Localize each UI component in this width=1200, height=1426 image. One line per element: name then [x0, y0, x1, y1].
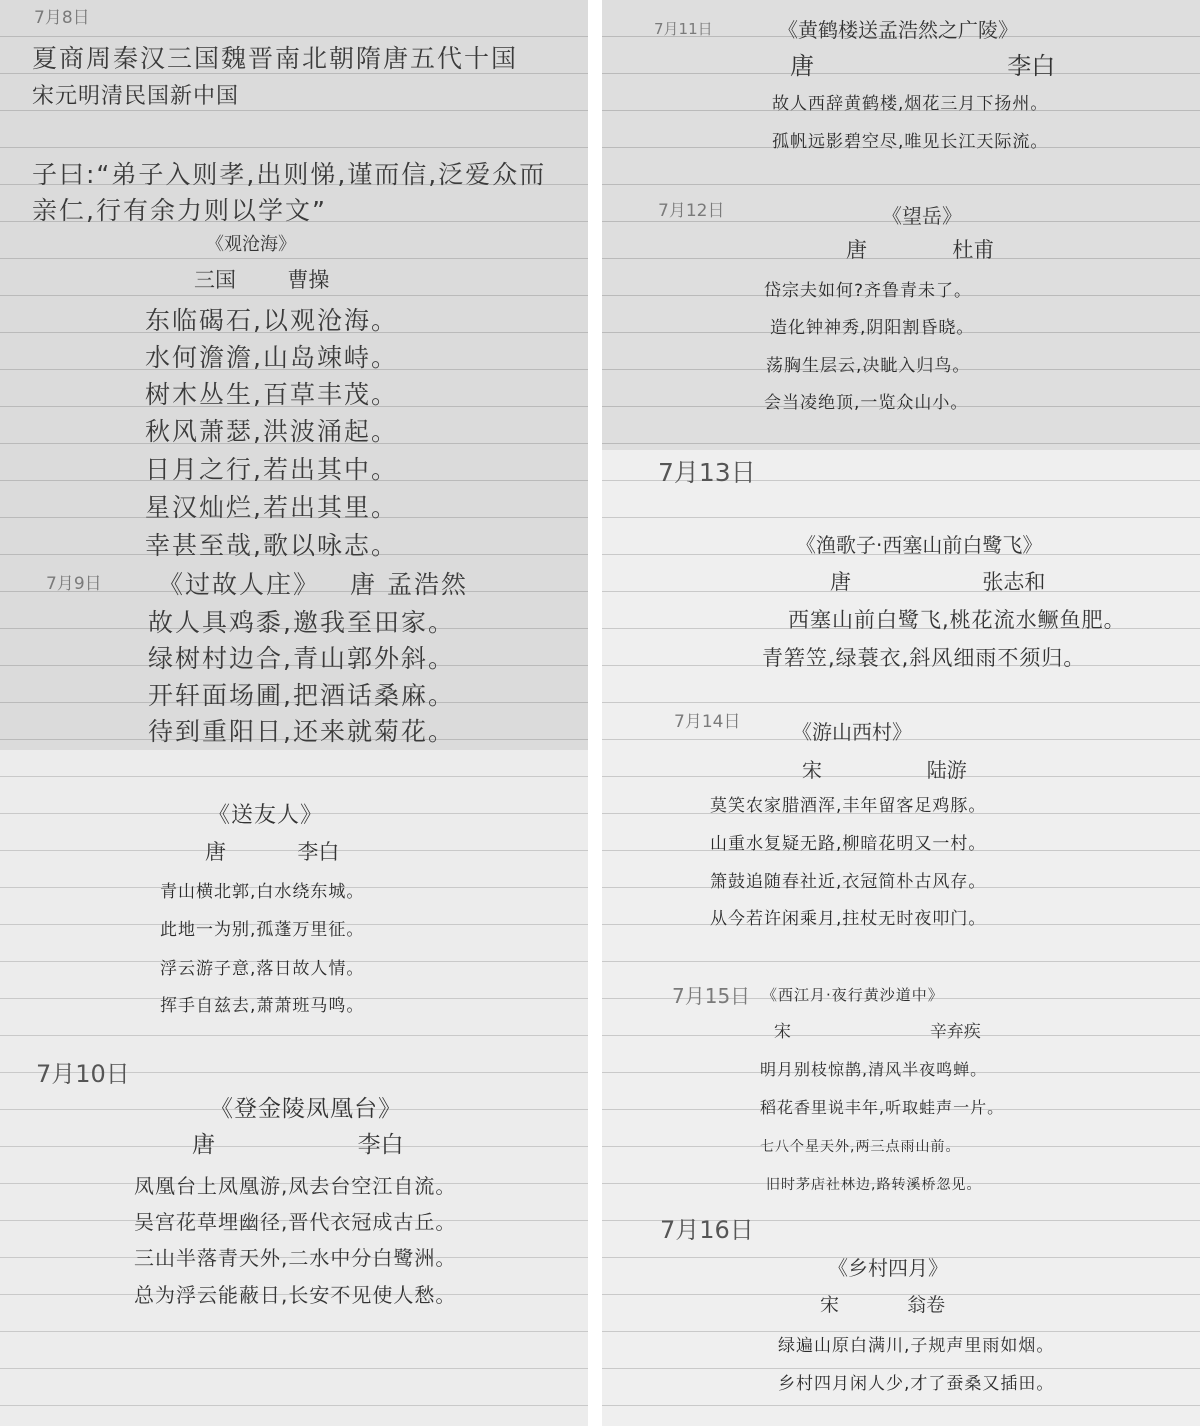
poem-line: 故人西辞黄鹤楼,烟花三月下扬州。: [772, 94, 1049, 114]
poem-line: 山重水复疑无路,柳暗花明又一村。: [710, 834, 987, 854]
poem-title: 《送友人》: [208, 803, 324, 828]
quote-line: 子曰:“弟子入则孝,出则悌,谨而信,泛爱众而: [32, 160, 547, 189]
poem-line: 幸甚至哉,歌以咏志。: [145, 531, 398, 560]
poem-poet: 辛弃疾: [929, 1022, 981, 1042]
poem-line: 七八个星天外,两三点雨山前。: [760, 1139, 961, 1155]
poem-byline: 唐 孟浩然: [350, 570, 468, 599]
poem-byline: [830, 572, 1045, 593]
poem-byline: [790, 54, 1055, 78]
poem-line: 树木丛生,百草丰茂。: [145, 380, 398, 409]
poem-line: 秋风萧瑟,洪波涌起。: [145, 417, 398, 446]
poem-line: 明月别枝惊鹊,清风半夜鸣蝉。: [760, 1060, 988, 1079]
poem-title: 《西江月·夜行黄沙道中》: [762, 986, 944, 1004]
poem-line: 箫鼓追随春社近,衣冠简朴古风存。: [710, 872, 987, 892]
entry-date: 7月8日: [34, 8, 90, 28]
poem-poet: 杜甫: [952, 238, 995, 262]
poem-dynasty: 宋: [820, 1294, 840, 1316]
entry-date: 7月13日: [658, 458, 756, 487]
poem-dynasty: 唐: [192, 1132, 215, 1158]
entry-date: 7月12日: [658, 201, 725, 221]
poem-byline: [205, 842, 339, 863]
poem-line: 造化钟神秀,阴阳割昏晓。: [770, 318, 975, 338]
dynasty-line: 夏商周秦汉三国魏晋南北朝隋唐五代十国: [32, 44, 519, 73]
poem-title: 《黄鹤楼送孟浩然之广陵》: [778, 18, 1018, 42]
poem-dynasty: 宋: [774, 1022, 791, 1042]
entry-date: 7月15日: [672, 984, 751, 1008]
poem-line: 吴宫花草埋幽径,晋代衣冠成古丘。: [134, 1210, 457, 1234]
poem-line: 日月之行,若出其中。: [145, 455, 398, 484]
poem-title: 《乡村四月》: [828, 1256, 948, 1280]
poem-title: 《游山西村》: [792, 720, 912, 744]
entry-date: 7月14日: [674, 712, 741, 732]
poem-line: 待到重阳日,还来就菊花。: [148, 717, 455, 746]
poem-line: 此地一为别,孤蓬万里征。: [160, 920, 365, 940]
poem-line: 青箬笠,绿蓑衣,斜风细雨不须归。: [762, 646, 1086, 670]
poem-byline: [820, 1296, 945, 1315]
poem-line: 凤凰台上凤凰游,凤去台空江自流。: [134, 1174, 457, 1198]
entry-date: 7月10日: [36, 1060, 130, 1088]
poem-dynasty: 唐: [790, 52, 814, 80]
poem-dynasty: 三国: [194, 268, 236, 292]
quote-line: 亲仁,行有余力则以学文”: [32, 196, 327, 225]
poem-line: 东临碣石,以观沧海。: [145, 306, 398, 335]
poem-title: 《观沧海》: [206, 234, 296, 255]
poem-line: 浮云游子意,落日故人情。: [160, 959, 365, 979]
entry-date: 7月9日: [46, 574, 102, 594]
poem-dynasty: 唐: [205, 840, 226, 864]
page-shadow: [0, 0, 588, 750]
poem-line: 三山半落青天外,二水中分白鹭洲。: [134, 1246, 457, 1270]
poem-line: 西塞山前白鹭飞,桃花流水鳜鱼肥。: [788, 608, 1126, 632]
poem-byline: [802, 760, 967, 780]
poem-line: 孤帆远影碧空尽,唯见长江天际流。: [772, 132, 1049, 152]
poem-byline: [846, 240, 994, 261]
poem-title: 《望岳》: [882, 204, 962, 228]
poem-poet: 李白: [297, 840, 340, 864]
poem-byline: [194, 270, 329, 291]
poem-dynasty: 唐: [830, 570, 851, 594]
poem-line: 旧时茅店社林边,路转溪桥忽见。: [766, 1177, 982, 1193]
poem-line: 岱宗夫如何?齐鲁青未了。: [764, 281, 973, 301]
entry-date: 7月16日: [660, 1216, 754, 1244]
poem-line: 荡胸生层云,决眦入归鸟。: [766, 356, 971, 376]
poem-line: 从今若许闲乘月,拄杖无时夜叩门。: [710, 909, 987, 929]
poem-byline: [774, 1024, 981, 1041]
poem-line: 绿遍山原白满川,子规声里雨如烟。: [778, 1336, 1055, 1356]
poem-dynasty: 宋: [802, 758, 822, 782]
poem-line: 水何澹澹,山岛竦峙。: [145, 343, 398, 372]
poem-poet: 李白: [1007, 52, 1056, 80]
poem-title: 《登金陵凤凰台》: [210, 1096, 402, 1122]
poem-line: 青山横北郭,白水绕东城。: [160, 882, 365, 902]
poem-poet: 翁卷: [907, 1294, 946, 1316]
poem-dynasty: 唐: [846, 238, 867, 262]
poem-line: 稻花香里说丰年,听取蛙声一片。: [760, 1098, 1005, 1117]
poem-line: 绿树村边合,青山郭外斜。: [148, 644, 455, 673]
notebook-page-left: [0, 0, 588, 1426]
dynasty-line: 宋元明清民国新中国: [32, 84, 240, 109]
poem-line: 乡村四月闲人少,才了蚕桑又插田。: [778, 1374, 1055, 1394]
poem-title: 《过故人庄》: [158, 570, 321, 599]
poem-byline: [192, 1134, 404, 1157]
poem-line: 故人具鸡黍,邀我至田家。: [148, 608, 455, 637]
poem-title: 《渔歌子·西塞山前白鹭飞》: [796, 533, 1043, 557]
poem-poet: 陆游: [926, 758, 967, 782]
poem-line: 莫笑农家腊酒浑,丰年留客足鸡豚。: [710, 796, 987, 816]
poem-line: 总为浮云能蔽日,长安不见使人愁。: [134, 1283, 457, 1307]
poem-poet: 张志和: [982, 570, 1046, 594]
notebook-page-right: [602, 0, 1200, 1426]
poem-line: 开轩面场圃,把酒话桑麻。: [148, 681, 455, 710]
poem-line: 挥手自兹去,萧萧班马鸣。: [160, 996, 365, 1016]
poem-poet: 曹操: [287, 268, 330, 292]
entry-date: 7月11日: [654, 20, 713, 38]
poem-line: 星汉灿烂,若出其里。: [145, 493, 398, 522]
poem-poet: 李白: [357, 1132, 404, 1158]
poem-line: 会当凌绝顶,一览众山小。: [764, 393, 969, 413]
